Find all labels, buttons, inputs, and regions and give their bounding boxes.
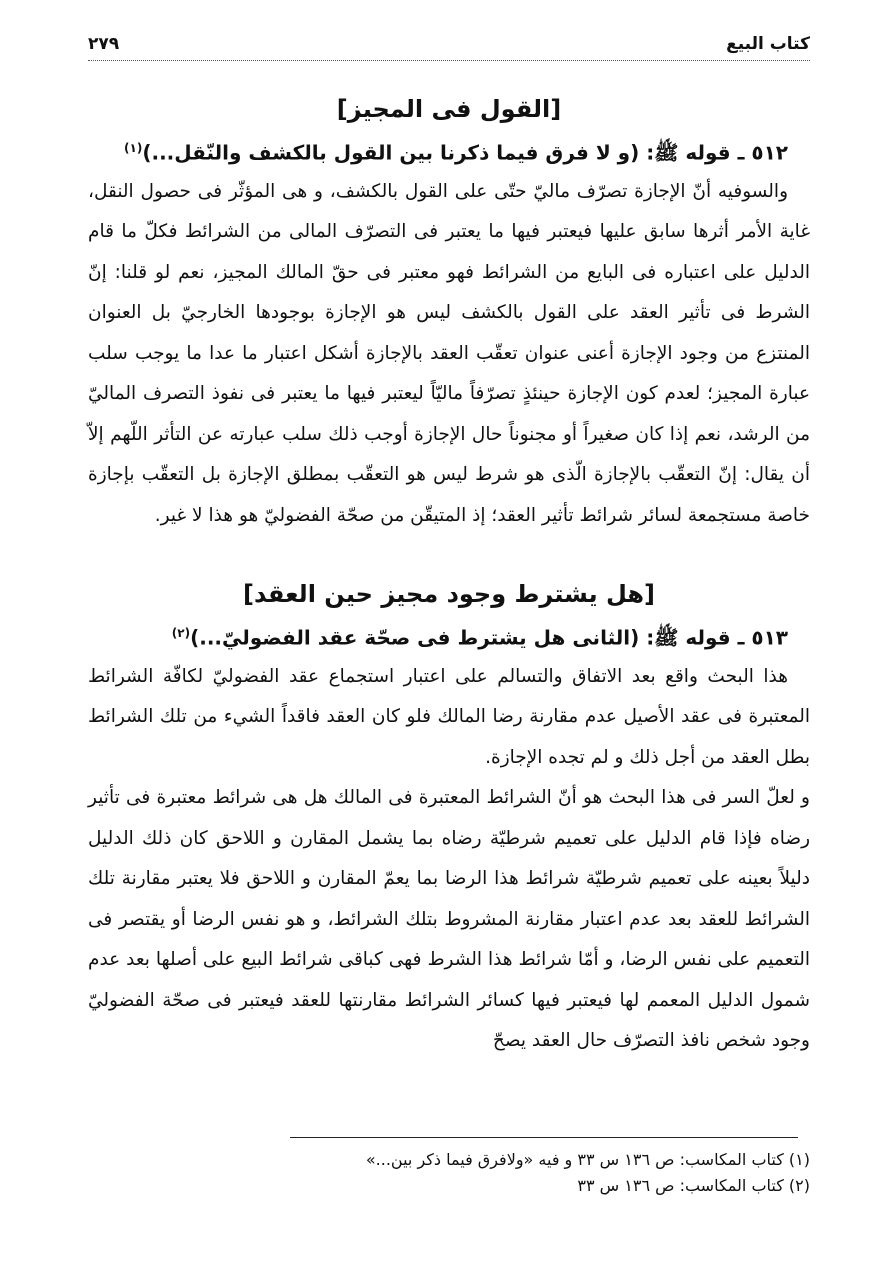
footnote-1: (١) كتاب المكاسب: ص ١٣٦ س ٣٣ و فيه «ولافرق فيما ذكر بين...» bbox=[365, 1150, 810, 1169]
footnote-2: (٢) كتاب المكاسب: ص ١٣٦ س ٣٣ bbox=[577, 1176, 810, 1195]
quote-512-text: ٥١٢ ـ قوله ﷺ: (و لا فرق فيما ذكرنا بين القول بالكشف والنّقل...) bbox=[142, 140, 788, 165]
footnote-divider bbox=[290, 1137, 798, 1138]
book-title: كتاب البيع bbox=[726, 34, 810, 54]
quote-513-text: ٥١٣ ـ قوله ﷺ: (الثانى هل يشترط فى صحّة عقد الفضوليّ...) bbox=[190, 625, 788, 650]
footnotes bbox=[290, 1147, 810, 1199]
paragraph-512: والسوفيه أنّ الإجازة تصرّف ماليّ حتّى على القول بالكشف، و هى المؤثّر فى حصول النقل، غاية الأمر أثرها سابق عليها فيعتبر فيها ما يعتبر فى التصرّف المالى من الشرائط فكلّ ما قام الدليل على اعتباره فى البايع من الشرائط فهو معتبر فى حقّ المالك المجيز، نعم لو قلنا: إنّ الشرط فى تأثير العقد على القول بالكشف ليس هو الإجازة بوجودها الخارجيّ بل العنوان المنتزع من وجود الإجازة أعنى عنوان تعقّب العقد بالإجازة أشكل اعتبار ما عدا ما يوجب سلب عبارة المجيز؛ لعدم كون الإجازة حينئذٍ تصرّفاً ماليّاً ليعتبر فيها ما يعتبر فى نفوذ التصرف الماليّ من الرشد، نعم إذا كان صغيراً أو مجنوناً حال الإجازة أوجب ذلك سلب عبارته عن التأثر اللّهم إلاّ أن يقال: إنّ التعقّب بالإجازة الّذى هو شرط ليس هو التعقّب بمطلق الإجازة بل التعقّب بإجازة خاصة مستجمعة لسائر شرائط تأثير العقد؛ إذ المتيقّن من صحّة الفضوليّ هو هذا لا غير. bbox=[88, 180, 810, 526]
paragraph-513-b: و لعلّ السر فى هذا البحث هو أنّ الشرائط المعتبرة فى المالك هل هى شرائط معتبرة فى تأثير رضاه فإذا قام الدليل على تعميم شرطيّة رضاه بما يشمل المقارن و اللاحق كان ذلك الدليل دليلاً بعينه على تعميم شرطيّة شرائط هذا الرضا بما يعمّ المقارن و اللاحق فلا يعتبر مقارنة تلك الشرائط للعقد بعد عدم اعتبار مقارنة المشروط بتلك الشرائط، و هو نفس الرضا أو يقتصر فى التعميم على نفس الرضا، و أمّا شرائط هذا الشرط فهى كباقى شرائط البيع على أصلها بعد عدم شمول الدليل المعمم لها فيعتبر فيها كسائر الشرائط مقارنتها للعقد فيعتبر فى صحّة الفضوليّ وجود شخص نافذ التصرّف حال العقد يصحّ bbox=[88, 787, 810, 1052]
section-title-mujiz: [القول فى المجيز] bbox=[336, 95, 562, 123]
footnote-ref-2: (٢) bbox=[171, 626, 191, 641]
footnote-ref-1: (١) bbox=[124, 141, 143, 155]
quote-513 bbox=[88, 614, 810, 657]
quote-512 bbox=[88, 129, 810, 172]
page-body bbox=[88, 28, 810, 1062]
running-header bbox=[88, 28, 810, 61]
page-number: ٢٧٩ bbox=[88, 34, 120, 54]
section-title-shart: [هل يشترط وجود مجيز حين العقد] bbox=[243, 580, 655, 609]
paragraph-513-a: هذا البحث واقع بعد الاتفاق والتسالم على اعتبار استجماع عقد الفضوليّ لكافّة الشرائط المعتبرة فى عقد الأصيل عدم مقارنة رضا المالك فلو كان العقد فاقداً الشيء من تلك الشرائط بطل العقد من أجل ذلك و لم تجده الإجازة. bbox=[88, 665, 810, 768]
